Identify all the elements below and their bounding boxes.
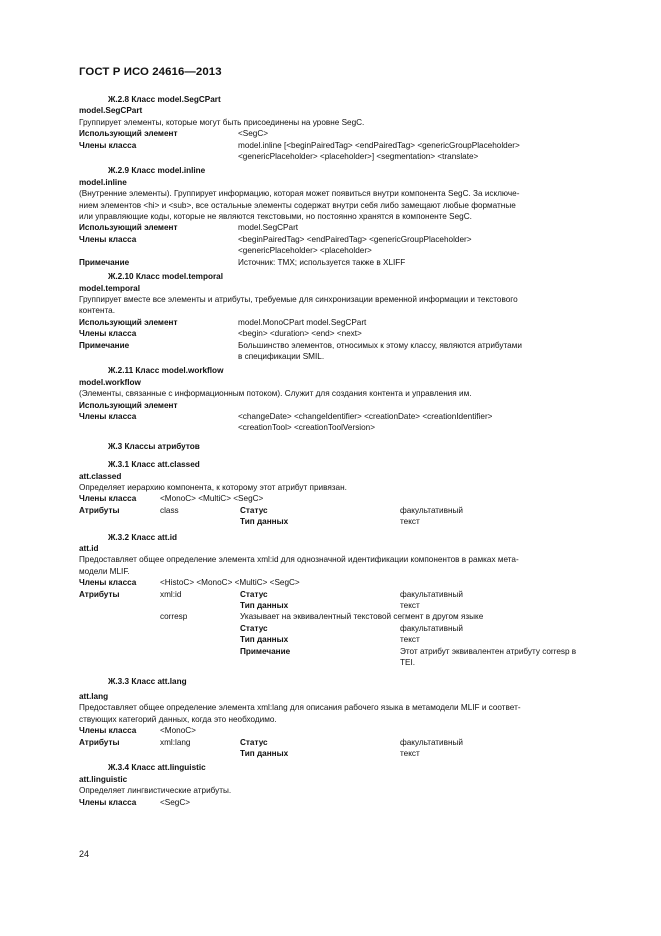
property-value: текст bbox=[400, 601, 420, 611]
page-header: ГОСТ Р ИСО 24616—2013 bbox=[79, 66, 222, 78]
property-label: Тип данных bbox=[240, 748, 289, 758]
field-label: Атрибуты bbox=[79, 737, 120, 747]
attribute-name: corresp bbox=[160, 612, 188, 622]
field-label: Использующий элемент bbox=[79, 400, 178, 410]
value-line: <beginPairedTag> <endPairedTag> <genericGroupPlaceholder> bbox=[238, 234, 472, 244]
property-label: Статус bbox=[240, 505, 268, 515]
field-value: <begin> <duration> <end> <next> bbox=[238, 329, 362, 339]
text-line: или управляющие коды, которые не являются текстовыми, но постоянно хранятся в компоненте SegC. bbox=[79, 212, 472, 222]
class-name: att.id bbox=[79, 544, 99, 554]
field-label: Использующий элемент bbox=[79, 129, 178, 139]
field-value: <SegC> bbox=[160, 797, 191, 807]
text-line: ствующих категорий данных, когда это необходимо. bbox=[79, 714, 277, 724]
field-label: Примечание bbox=[79, 257, 130, 267]
class-name: model.temporal bbox=[79, 283, 140, 293]
section-heading: Ж.3 Классы атрибутов bbox=[108, 441, 200, 451]
property-label: Статус bbox=[240, 737, 268, 747]
field-value: <MonoC> bbox=[160, 726, 196, 736]
class-members-row bbox=[79, 725, 619, 736]
class-members-row bbox=[79, 493, 619, 504]
field-value bbox=[238, 340, 619, 363]
property-label: Тип данных bbox=[240, 601, 289, 611]
text-line: модели MLIF. bbox=[79, 566, 130, 576]
property-value: факультативный bbox=[400, 623, 463, 633]
field-value bbox=[238, 400, 619, 411]
field-label: Члены класса bbox=[79, 140, 137, 150]
section-heading: Ж.3.3 Класс att.lang bbox=[108, 676, 187, 686]
field-label: Члены класса bbox=[79, 494, 137, 504]
field-label: Примечание bbox=[79, 340, 130, 350]
user-element-row bbox=[79, 222, 619, 233]
class-members-row bbox=[79, 328, 619, 339]
text-line: Группирует вместе все элементы и атрибуты, требуемые для синхронизации временной информации и текстового bbox=[79, 294, 518, 304]
property-value: текст bbox=[400, 635, 420, 645]
attribute-row bbox=[79, 505, 619, 516]
field-value: model.MonoCPart model.SegCPart bbox=[238, 317, 367, 327]
field-label: Члены класса bbox=[79, 726, 137, 736]
attribute-description: Указывает на эквивалентный текстовой сегмент в другом языке bbox=[240, 612, 484, 622]
class-members-row bbox=[79, 234, 619, 257]
property-value: факультативный bbox=[400, 505, 463, 515]
attribute-row bbox=[79, 737, 619, 748]
property-value bbox=[400, 646, 619, 669]
attribute-row bbox=[79, 611, 619, 622]
class-description bbox=[79, 188, 619, 222]
section-heading: Ж.3.1 Класс att.classed bbox=[108, 460, 200, 470]
field-label: Использующий элемент bbox=[79, 317, 178, 327]
value-line: <genericPlaceholder> <placeholder>] <segmentation> <translate> bbox=[238, 152, 479, 162]
user-element-row bbox=[79, 128, 619, 139]
text-line: (Внутренние элементы). Группирует информацию, которая может появиться внутри компонента SegC. За исключе- bbox=[79, 189, 520, 199]
field-label: Члены класса bbox=[79, 329, 137, 339]
document-body bbox=[79, 94, 619, 808]
class-name: att.linguistic bbox=[79, 774, 128, 784]
attribute-row bbox=[79, 516, 619, 527]
property-value: текст bbox=[400, 748, 420, 758]
class-members-row bbox=[79, 140, 619, 163]
attribute-name: class bbox=[160, 505, 179, 515]
field-label: Члены класса bbox=[79, 411, 137, 421]
field-value: <HistoC> <MonoC> <MultiC> <SegC> bbox=[160, 578, 300, 588]
class-description bbox=[79, 554, 619, 577]
class-members-row bbox=[79, 797, 619, 808]
property-label: Тип данных bbox=[240, 635, 289, 645]
class-description: Группирует элементы, которые могут быть присоединены на уровне SegC. bbox=[79, 117, 365, 127]
class-description: Определяет лингвистические атрибуты. bbox=[79, 786, 232, 796]
section-heading: Ж.3.4 Класс att.linguistic bbox=[108, 763, 206, 773]
field-value: Источник: TMX; используется также в XLIFF bbox=[238, 257, 406, 267]
user-element-row bbox=[79, 400, 619, 411]
class-name: model.SegCPart bbox=[79, 106, 143, 116]
class-members-row bbox=[79, 577, 619, 588]
field-label: Члены класса bbox=[79, 234, 137, 244]
property-label: Статус bbox=[240, 589, 268, 599]
field-value bbox=[238, 411, 619, 434]
attribute-row bbox=[79, 634, 619, 645]
field-label: Члены класса bbox=[79, 578, 137, 588]
field-label: Атрибуты bbox=[79, 589, 120, 599]
note-row bbox=[79, 257, 619, 268]
value-line: <creationTool> <creationToolVersion> bbox=[238, 423, 376, 433]
attribute-row bbox=[79, 623, 619, 634]
field-label: Использующий элемент bbox=[79, 223, 178, 233]
class-name: att.classed bbox=[79, 471, 122, 481]
attribute-row bbox=[79, 600, 619, 611]
value-line: model.inline [<beginPairedTag> <endPairedTag> <genericGroupPlaceholder> bbox=[238, 140, 520, 150]
field-value bbox=[238, 234, 619, 257]
text-line: Предоставляет общее определение элемента xml:id для однозначной идентификации компонентов в рамках мета- bbox=[79, 555, 519, 565]
value-line: <genericPlaceholder> <placeholder> bbox=[238, 246, 372, 256]
text-line: контента. bbox=[79, 306, 115, 316]
field-label: Члены класса bbox=[79, 797, 137, 807]
value-line: Этот атрибут эквивалентен атрибуту corresp в bbox=[400, 646, 577, 656]
property-label: Тип данных bbox=[240, 517, 289, 527]
class-name: att.lang bbox=[79, 691, 109, 701]
attribute-row bbox=[79, 748, 619, 759]
field-value: <SegC> bbox=[238, 129, 269, 139]
class-name: model.inline bbox=[79, 177, 127, 187]
user-element-row bbox=[79, 317, 619, 328]
text-line: нием элементов <hi> и <sub>, все остальные элементы содержат внутри себя либо замещают любые форматные bbox=[79, 200, 516, 210]
value-line: в спецификации SMIL. bbox=[238, 351, 325, 361]
section-heading: Ж.2.11 Класс model.workflow bbox=[108, 366, 224, 376]
field-value: <MonoC> <MultiC> <SegC> bbox=[160, 494, 264, 504]
class-description bbox=[79, 702, 619, 725]
property-value: факультативный bbox=[400, 737, 463, 747]
section-heading: Ж.2.8 Класс model.SegCPart bbox=[108, 95, 221, 104]
attribute-name: xml:id bbox=[160, 589, 182, 599]
value-line: TEI. bbox=[400, 658, 416, 668]
attribute-row bbox=[79, 589, 619, 600]
class-name: model.workflow bbox=[79, 377, 141, 387]
class-members-row bbox=[79, 411, 619, 434]
text-line: Предоставляет общее определение элемента xml:lang для описания рабочего языка в метамодели MLIF и соответ- bbox=[79, 703, 521, 713]
field-label: Атрибуты bbox=[79, 505, 120, 515]
section-heading: Ж.3.2 Класс att.id bbox=[108, 532, 178, 542]
value-line: Большинство элементов, относимых к этому классу, являются атрибутами bbox=[238, 340, 522, 350]
property-value: текст bbox=[400, 517, 420, 527]
page-number: 24 bbox=[79, 849, 90, 859]
field-value: model.SegCPart bbox=[238, 223, 299, 233]
class-description: Определяет иерархию компонента, к которому этот атрибут привязан. bbox=[79, 483, 347, 492]
value-line: <changeDate> <changeIdentifier> <creationDate> <creationIdentifier> bbox=[238, 411, 493, 421]
property-label: Статус bbox=[240, 623, 268, 633]
property-label: Примечание bbox=[240, 646, 291, 656]
property-value: факультативный bbox=[400, 589, 463, 599]
class-description: (Элементы, связанные с информационным потоком). Служит для создания контента и управления им. bbox=[79, 389, 472, 399]
attribute-name: xml:lang bbox=[160, 737, 191, 747]
class-description bbox=[79, 294, 619, 317]
section-heading: Ж.2.9 Класс model.inline bbox=[108, 166, 206, 176]
note-row bbox=[79, 340, 619, 363]
field-value bbox=[238, 140, 619, 163]
section-heading: Ж.2.10 Класс model.temporal bbox=[108, 272, 223, 282]
attribute-row bbox=[79, 646, 619, 669]
